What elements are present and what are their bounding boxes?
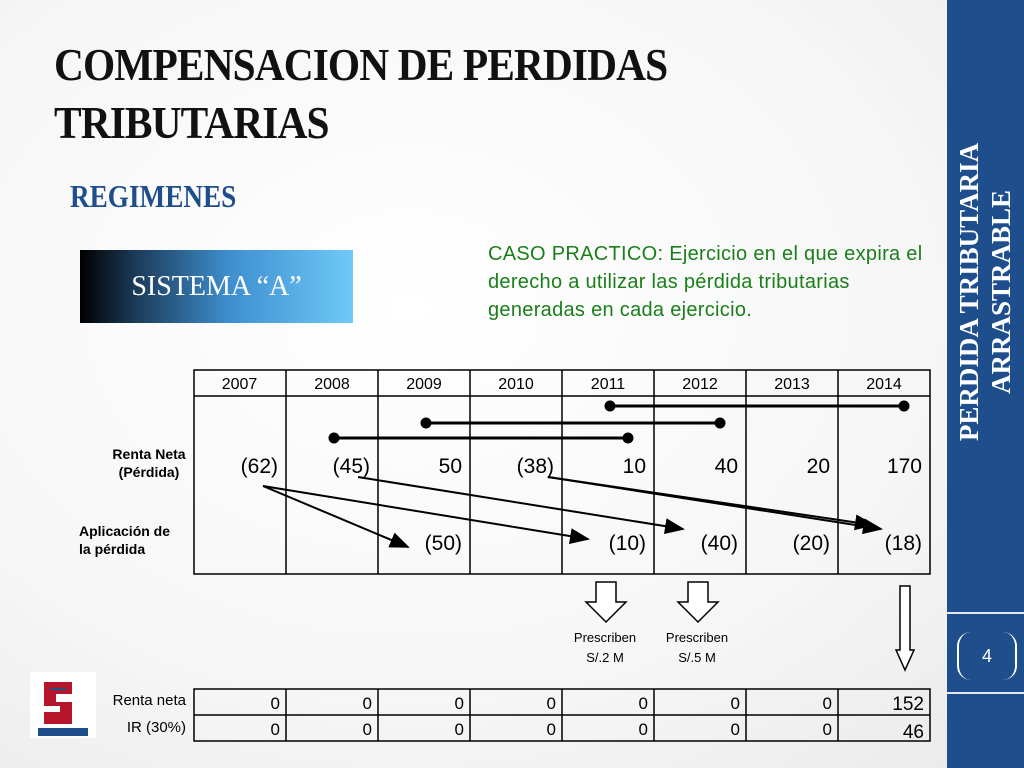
renta-neta-cell: (38) <box>516 455 554 478</box>
ir-value: 0 <box>454 720 464 739</box>
application-arrow <box>358 477 683 529</box>
renta-neta-cell: (62) <box>240 455 278 478</box>
down-arrow-icon <box>896 586 914 670</box>
tax-summary-table <box>193 688 933 744</box>
range-dot <box>422 419 430 427</box>
prescriben-label: Prescriben <box>573 630 637 645</box>
renta-neta-value: 0 <box>270 694 280 713</box>
renta-neta-value: 0 <box>638 694 648 713</box>
down-arrow-icon <box>678 582 718 622</box>
renta-neta-value: 152 <box>892 694 924 715</box>
loss-compensation-table <box>193 369 933 579</box>
aplicacion-cell: (20) <box>792 532 830 555</box>
ir-value: 0 <box>638 720 648 739</box>
year-header: 2012 <box>682 376 718 393</box>
renta-neta-value: 0 <box>454 694 464 713</box>
row-label-line: Renta Neta <box>112 446 186 462</box>
sidebar-title-line1: PERDIDA TRIBUTARIA <box>954 142 984 442</box>
year-header: 2010 <box>498 376 534 393</box>
row-label-line: (Pérdida) <box>118 464 180 480</box>
year-header: 2011 <box>590 376 626 393</box>
prescriben-label: Prescriben <box>665 630 729 645</box>
year-header: 2007 <box>221 376 258 393</box>
sistema-label: SISTEMA “A” <box>131 270 302 302</box>
ir-label: IR (30%) <box>126 719 186 736</box>
year-header: 2008 <box>314 376 350 393</box>
caso-practico-text: CASO PRACTICO: Ejercicio en el que expira el derecho a utilizar las pérdida tributarias generadas en cada ejercicio. <box>488 243 923 321</box>
renta-neta-cell: 20 <box>806 455 830 478</box>
renta-neta-cell: 170 <box>886 455 922 478</box>
prescriben-amount: S/.2 M <box>586 650 624 665</box>
ir-value: 0 <box>546 720 556 739</box>
slide-subtitle: REGIMENES <box>70 178 237 214</box>
ir-value: 0 <box>270 720 280 739</box>
sidebar-divider <box>947 612 1024 614</box>
renta-neta-value: 0 <box>730 694 740 713</box>
prescriben-amount: S/.5 M <box>678 650 716 665</box>
sidebar-vertical-title <box>953 72 1017 512</box>
year-header: 2014 <box>866 376 902 393</box>
row-label-line: la pérdida <box>79 541 146 557</box>
renta-neta-cell: 40 <box>714 455 738 478</box>
year-header: 2009 <box>406 376 442 393</box>
page-number: 4 <box>957 632 1017 680</box>
range-dot <box>330 434 338 442</box>
renta-neta-value: 0 <box>822 694 832 713</box>
prescriben-note <box>652 628 742 668</box>
sidebar-divider <box>947 692 1024 694</box>
range-dot <box>624 434 632 442</box>
renta-neta-cell: 10 <box>622 455 646 478</box>
sistema-a-box <box>80 250 353 323</box>
prescriben-note <box>560 628 650 668</box>
ir-value: 46 <box>902 722 924 743</box>
renta-neta-cell: 50 <box>438 455 462 478</box>
renta-neta-value: 0 <box>362 694 372 713</box>
slide-title: COMPENSACION DE PERDIDAS TRIBUTARIAS <box>54 39 668 148</box>
application-arrow <box>548 477 873 525</box>
renta-neta-value: 0 <box>546 694 556 713</box>
aplicacion-cell: (10) <box>608 532 646 555</box>
ir-value: 0 <box>730 720 740 739</box>
range-dot <box>606 402 614 410</box>
renta-neta-label: Renta neta <box>112 692 186 709</box>
aplicacion-cell: (18) <box>884 532 922 555</box>
application-arrow <box>263 486 408 547</box>
renta-neta-row-label <box>96 445 202 481</box>
year-header: 2013 <box>774 376 810 393</box>
range-dot <box>716 419 724 427</box>
range-dot <box>900 402 908 410</box>
aplicacion-cell: (50) <box>424 532 462 555</box>
aplicacion-cell: (40) <box>700 532 738 555</box>
ir-value: 0 <box>362 720 372 739</box>
sidebar-title-line2: ARRASTRABLE <box>986 189 1016 395</box>
renta-neta-cell: (45) <box>332 455 370 478</box>
aplicacion-row-label <box>79 522 170 558</box>
down-arrow-icon <box>586 582 626 622</box>
row-label-line: Aplicación de <box>79 523 171 539</box>
ir-value: 0 <box>822 720 832 739</box>
